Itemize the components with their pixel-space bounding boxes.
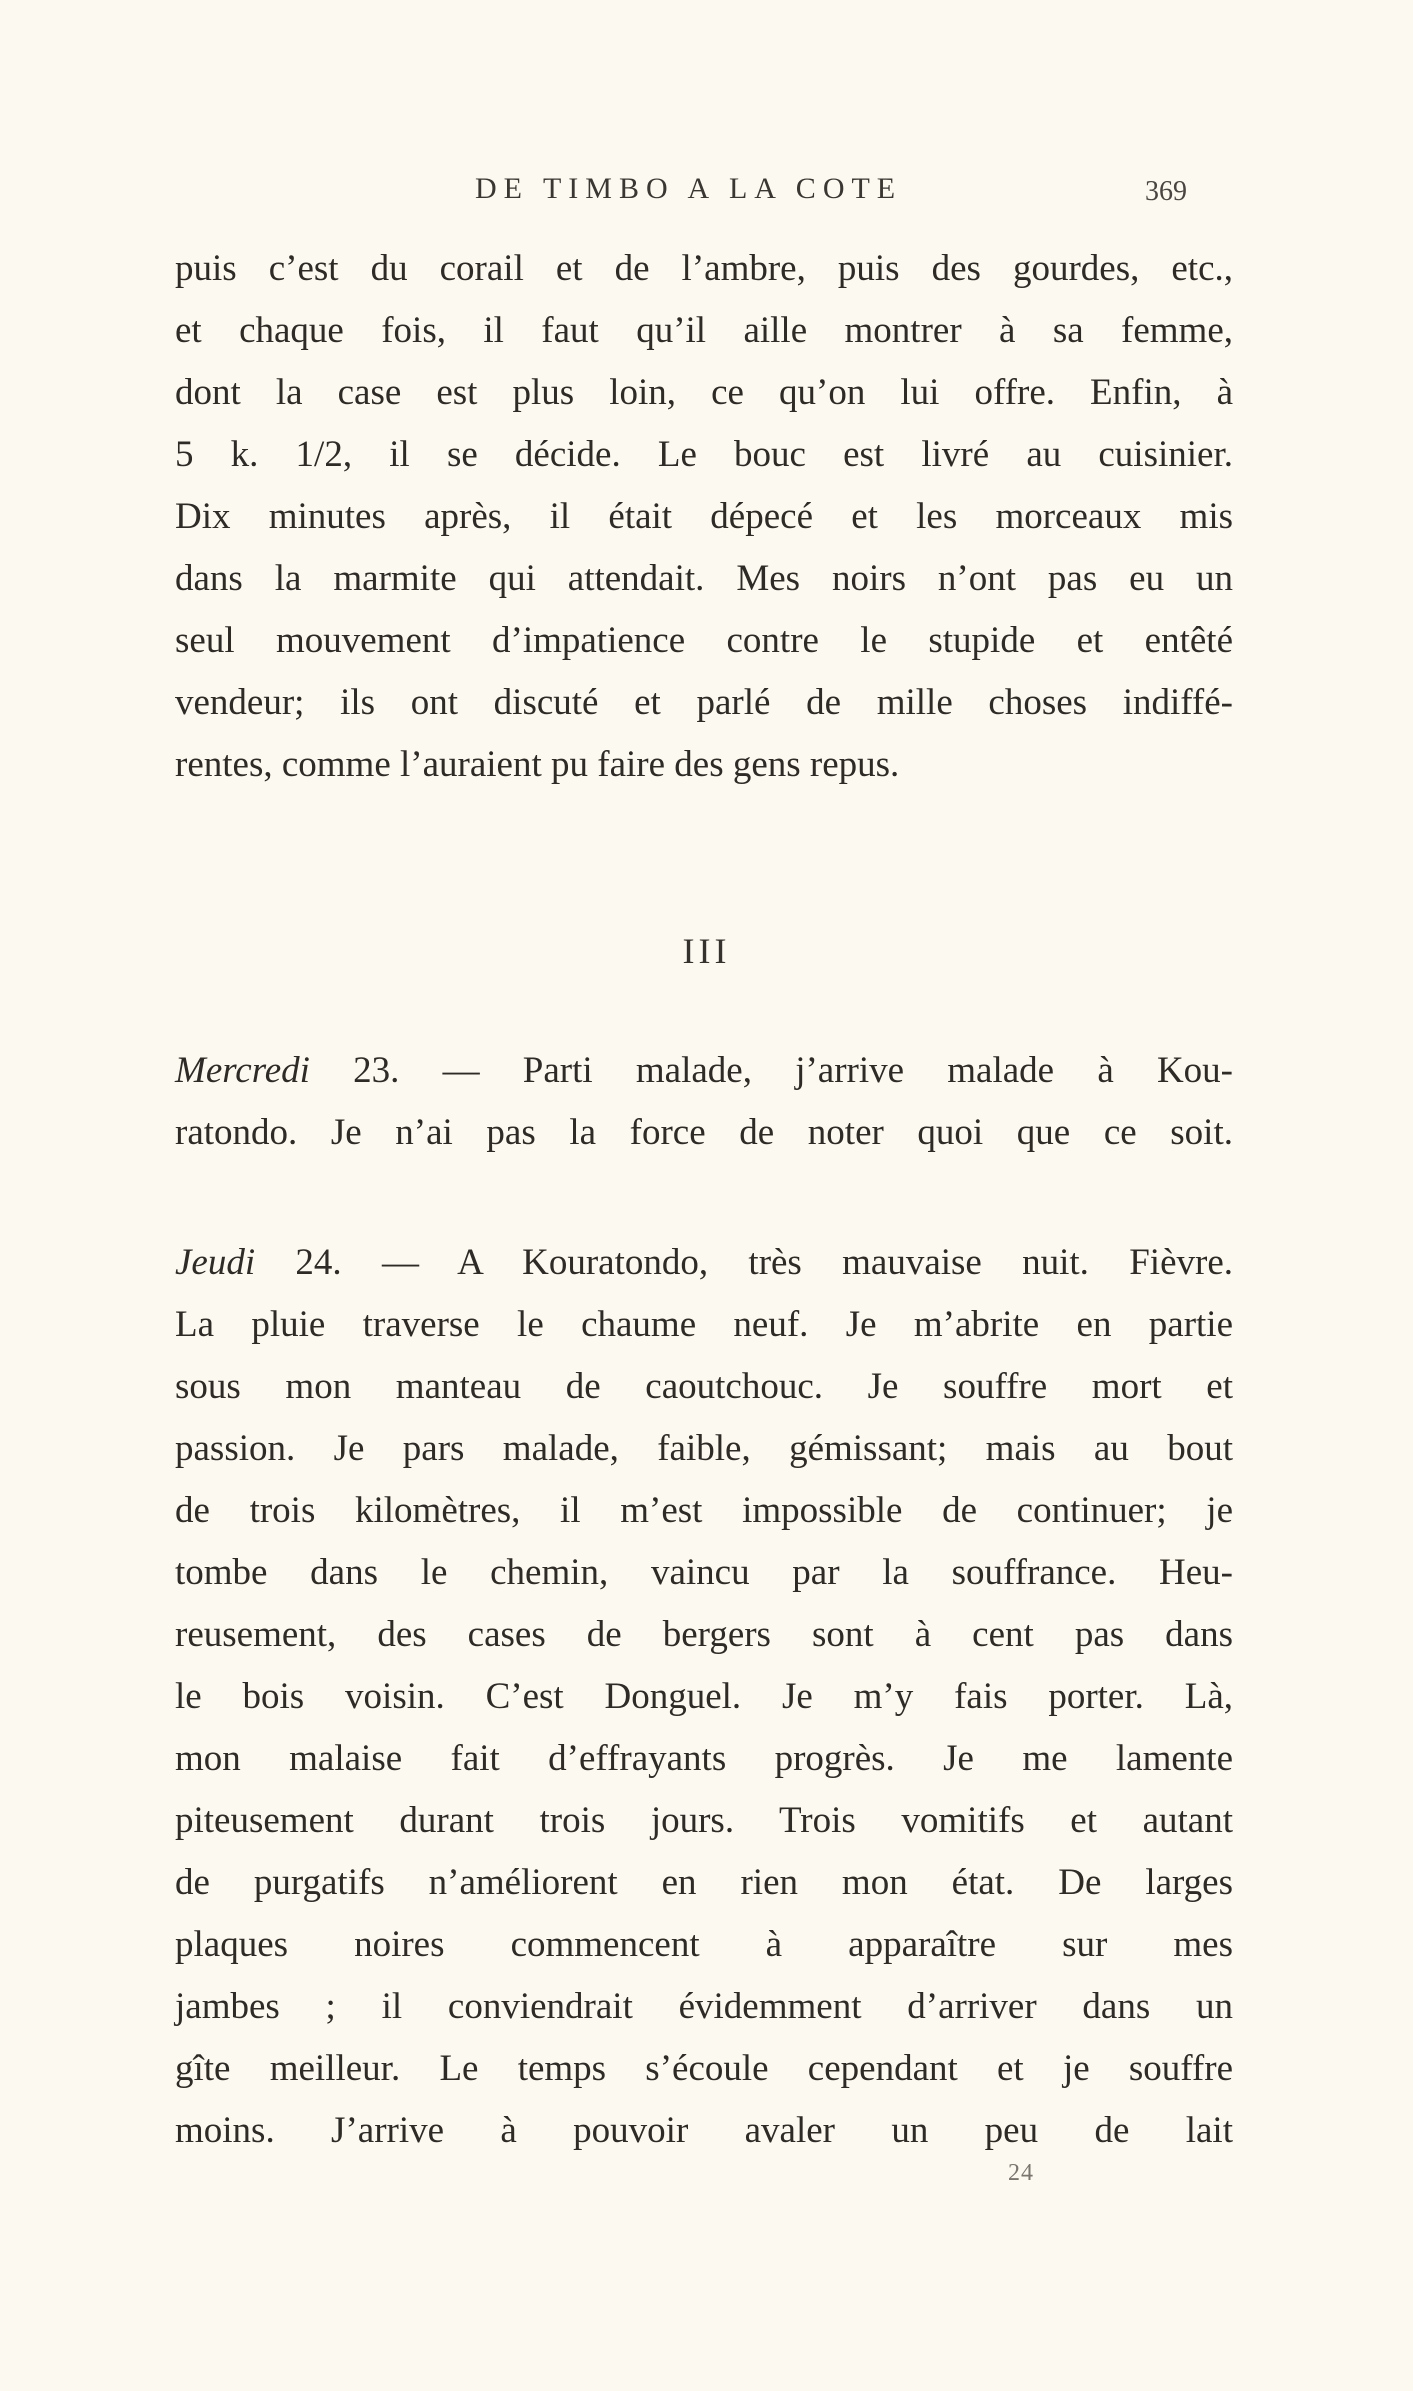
text-line: le bois voisin. C’est Donguel. Je m’y fais porter. Là, (175, 1676, 1233, 1717)
text-line: tombe dans le chemin, vaincu par la souffrance. Heu- (175, 1552, 1233, 1593)
text-line: passion. Je pars malade, faible, gémissant; mais au bout (175, 1428, 1233, 1469)
text-line: sous mon manteau de caoutchouc. Je souffre mort et (175, 1366, 1233, 1407)
text-line: gîte meilleur. Le temps s’écoule cependant et je souffre (175, 2048, 1233, 2089)
running-title: DE TIMBO A LA COTE (475, 172, 903, 205)
text-line: piteusement durant trois jours. Trois vomitifs et autant (175, 1800, 1233, 1841)
text-line: jambes ; il conviendrait évidemment d’arriver dans un (175, 1986, 1233, 2027)
text-line: mon malaise fait d’effrayants progrès. Je me lamente (175, 1738, 1233, 1779)
entry-date: Mercredi (175, 1050, 310, 1091)
text-line: dont la case est plus loin, ce qu’on lui offre. Enfin, à (175, 372, 1233, 413)
entry-text: 24. — A Kouratondo, très mauvaise nuit. Fièvre. (255, 1242, 1233, 1283)
entry-text: 23. — Parti malade, j’arrive malade à Kou- (309, 1050, 1233, 1091)
text-line: rentes, comme l’auraient pu faire des gens repus. (175, 744, 900, 785)
text-line: Dix minutes après, il était dépecé et les morceaux mis (175, 496, 1233, 537)
text-line: moins. J’arrive à pouvoir avaler un peu de lait (175, 2110, 1233, 2151)
text-line: de purgatifs n’améliorent en rien mon état. De larges (175, 1862, 1233, 1903)
text-line: 5 k. 1/2, il se décide. Le bouc est livré au cuisinier. (175, 434, 1233, 475)
entry-jeudi-first-line (175, 1240, 1233, 1286)
entry-date: Jeudi (175, 1242, 256, 1283)
text-line: La pluie traverse le chaume neuf. Je m’abrite en partie (175, 1304, 1233, 1345)
text-line: et chaque fois, il faut qu’il aille montrer à sa femme, (175, 310, 1233, 351)
running-head (0, 172, 1413, 212)
text-line: plaques noires commencent à apparaître sur mes (175, 1924, 1233, 1965)
signature-mark: 24 (1008, 2160, 1034, 2186)
text-line: puis c’est du corail et de l’ambre, puis des gourdes, etc., (175, 248, 1233, 289)
text-line: de trois kilomètres, il m’est impossible de continuer; je (175, 1490, 1233, 1531)
text-line: ratondo. Je n’ai pas la force de noter quoi que ce soit. (175, 1112, 1233, 1153)
section-heading: III (682, 931, 731, 971)
text-line: reusement, des cases de bergers sont à cent pas dans (175, 1614, 1233, 1655)
page-number: 369 (1145, 176, 1187, 207)
text-line: seul mouvement d’impatience contre le stupide et entêté (175, 620, 1233, 661)
text-line: vendeur; ils ont discuté et parlé de mille choses indiffé- (175, 682, 1233, 723)
entry-mercredi-first-line (175, 1048, 1233, 1094)
text-line: dans la marmite qui attendait. Mes noirs n’ont pas eu un (175, 558, 1233, 599)
